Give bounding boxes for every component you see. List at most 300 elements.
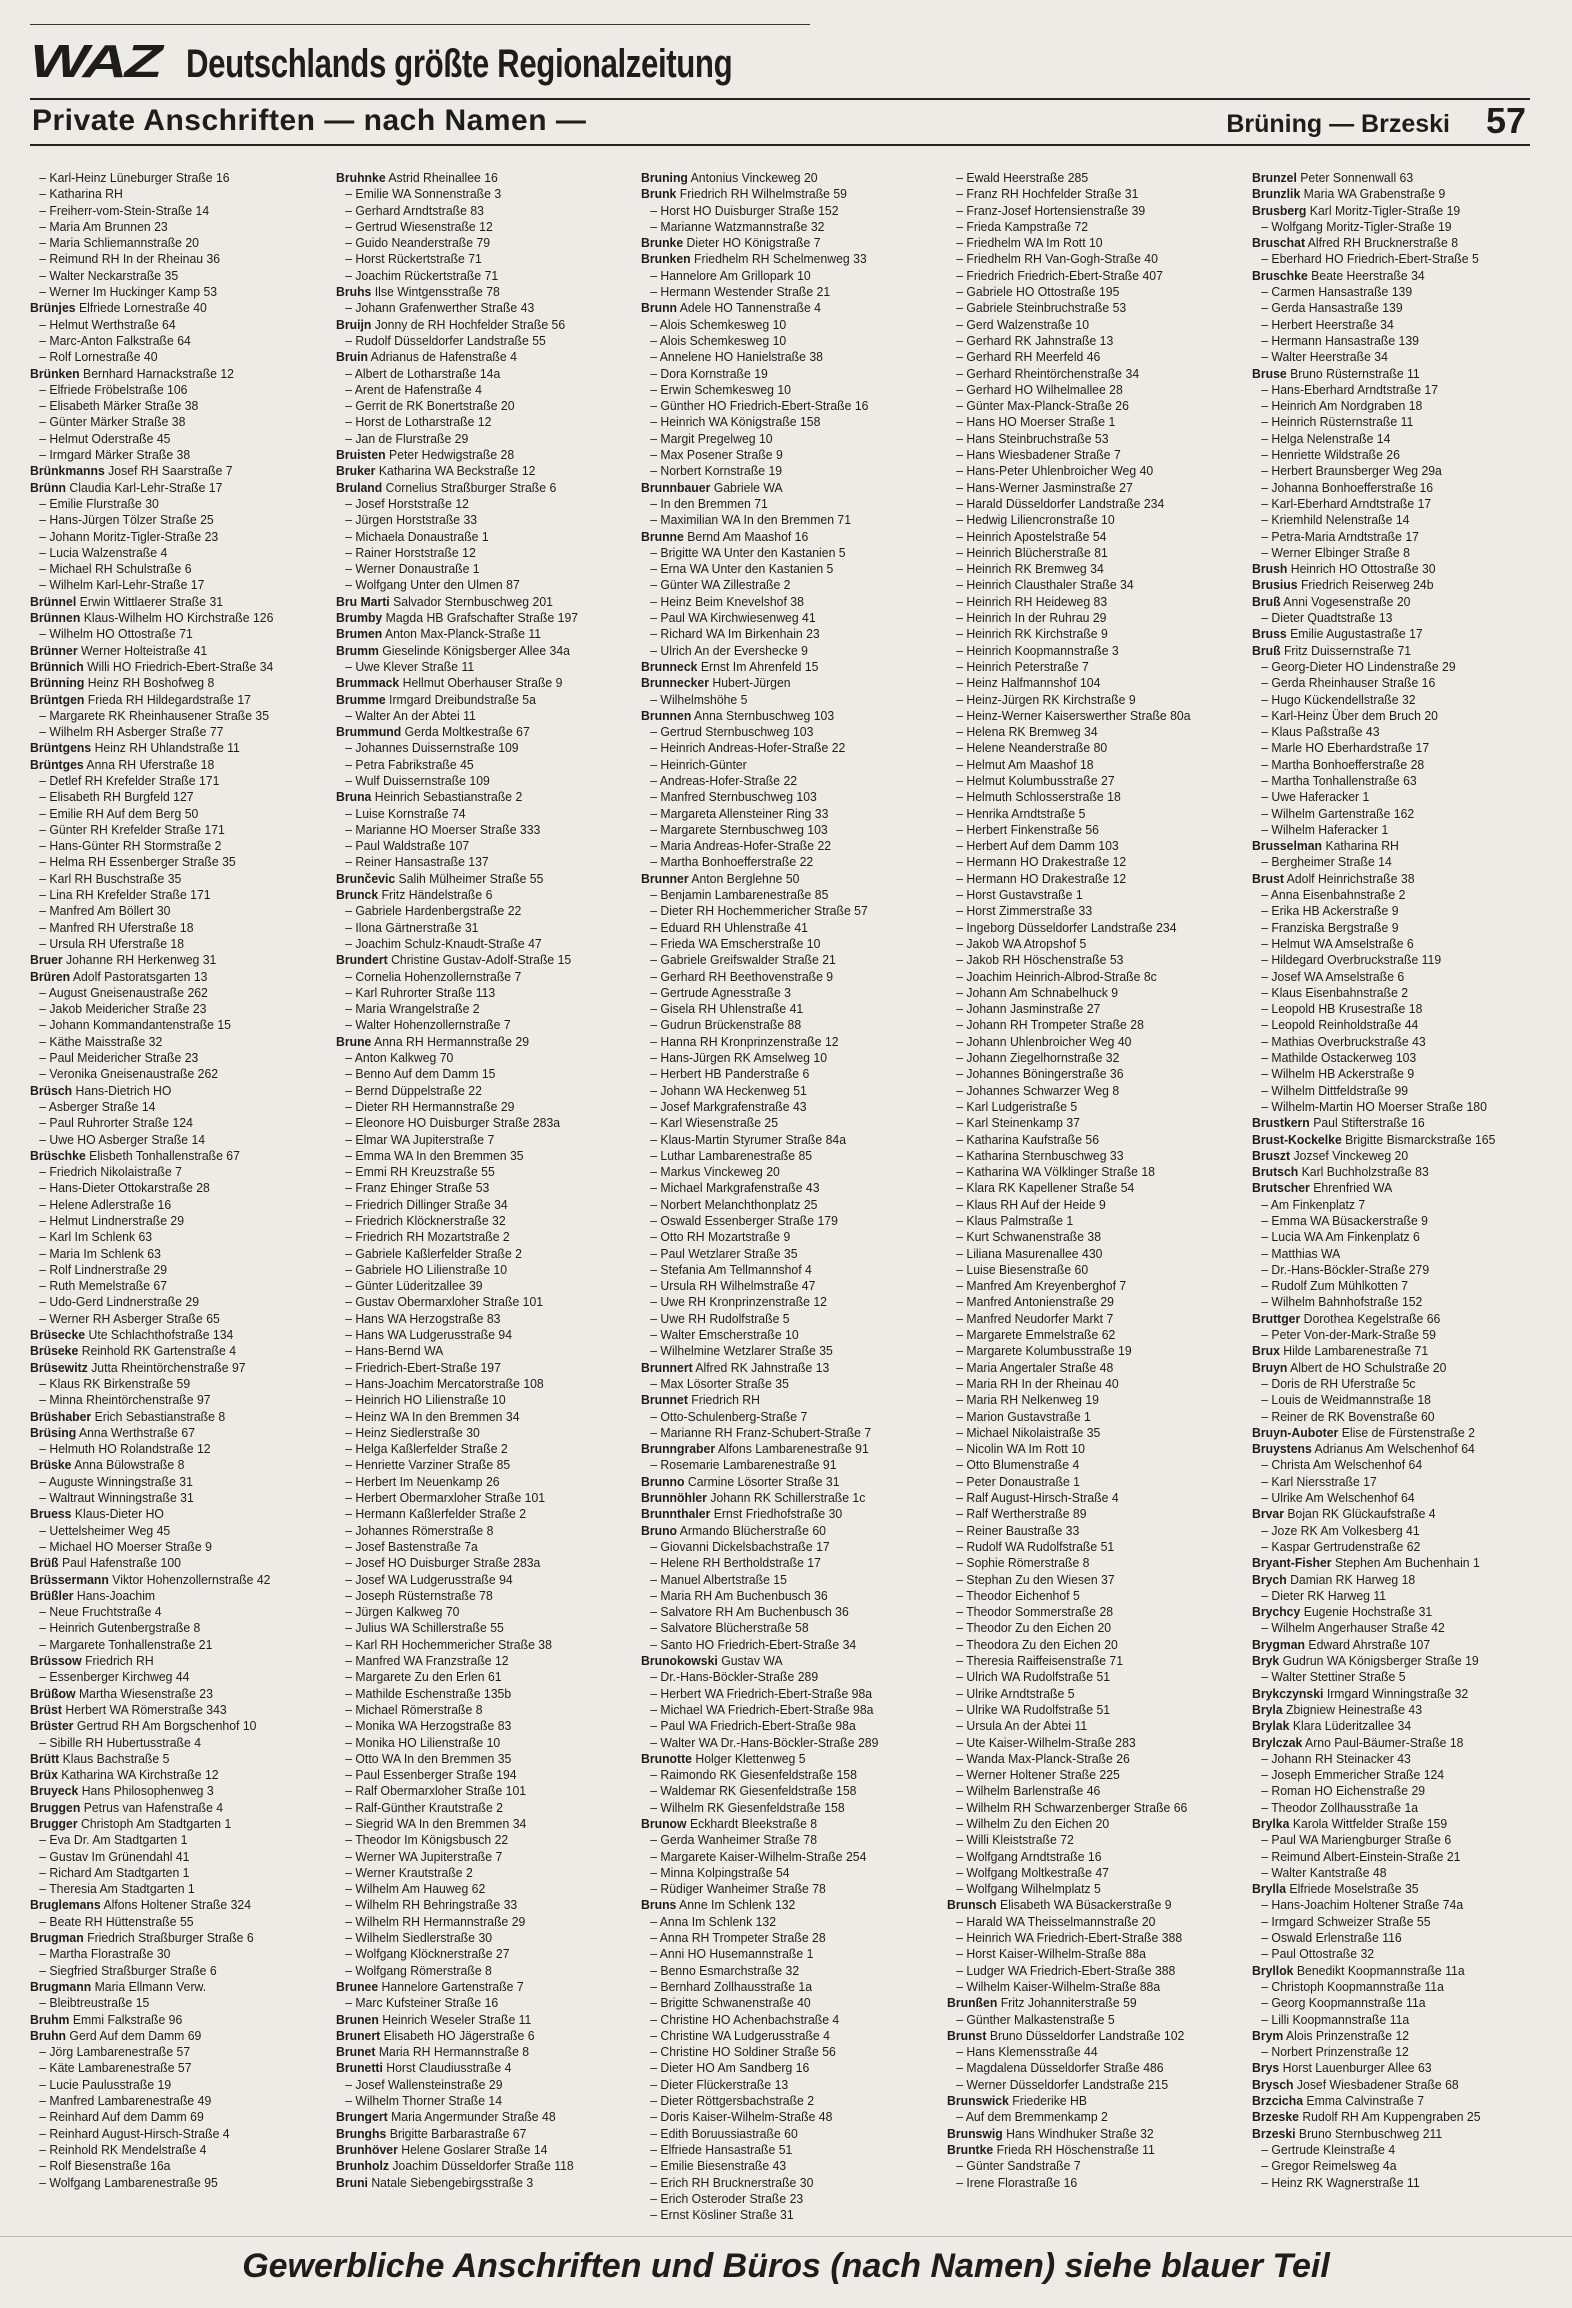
dash-marker: – [955,1913,967,1929]
directory-subentry [947,1914,1212,1930]
entry-detail: Kurt Schwanenstraße 38 [966,1229,1101,1245]
directory-subentry [30,724,295,740]
entry-detail: Emilie Augustastraße 17 [1290,626,1424,642]
entry-detail: Salvador Sternbuschweg 201 [392,593,553,609]
directory-subentry [641,1213,906,1229]
dash-marker: – [650,1196,661,1212]
dash-marker: – [1261,447,1272,463]
dash-marker: – [344,1343,355,1359]
entry-detail: Walter Stettiner Straße 5 [1271,1669,1406,1685]
directory-subentry [1252,1832,1517,1848]
dash-marker: – [39,544,50,560]
dash-marker: – [955,1718,967,1734]
directory-subentry [336,1751,601,1767]
entry-detail: Erna WA Unter den Kastanien 5 [660,561,834,577]
directory-subentry [641,382,906,398]
entry-detail: Wolfgang Römerstraße 8 [355,1962,492,1978]
entry-detail: Wolfgang Wilhelmplatz 5 [966,1881,1101,1897]
dash-marker: – [1261,1669,1272,1685]
entry-detail: Mathilde Ostackerweg 103 [1271,1050,1417,1066]
dash-marker: – [955,1669,967,1685]
entry-detail: Dieter Flückerstraße 13 [660,2076,789,2092]
directory-subentry [30,251,295,267]
entry-detail: Anna RH Trompeter Straße 28 [659,1930,826,1946]
dash-marker: – [650,381,661,397]
dash-marker: – [650,610,661,626]
dash-marker: – [650,1832,661,1848]
entry-detail: Johann Jasminstraße 27 [966,1001,1101,1017]
directory-subentry [30,1832,295,1848]
directory-subentry [947,1686,1212,1702]
entry-detail: Joachim Schulz-Knaudt-Straße 47 [355,935,542,951]
entry-detail: Margareta Allensteiner Ring 33 [660,805,829,821]
dash-marker: – [1261,1033,1272,1049]
entry-detail: Johannes Böningerstraße 36 [966,1066,1124,1082]
entry-detail: Joseph Emmericher Straße 124 [1271,1767,1445,1783]
entry-detail: Gregor Reimelsweg 4a [1271,2158,1397,2174]
dash-marker: – [955,740,967,756]
dash-marker: – [39,789,50,805]
dash-marker: – [39,1001,50,1017]
entry-detail: Arno Paul-Bäumer-Straße 18 [1305,1734,1464,1750]
entry-detail: Gerda Moltkestraße 67 [404,724,530,740]
entry-detail: Reimund Albert-Einstein-Straße 21 [1271,1848,1461,1864]
dash-marker: – [650,1930,660,1946]
dash-marker: – [650,1978,661,1994]
dash-marker: – [955,772,967,788]
dash-marker: – [344,430,355,446]
entry-detail: Zbigniew Heinestraße 43 [1286,1701,1423,1717]
directory-subentry [1252,1669,1517,1685]
directory-entry [30,610,295,626]
directory-subentry [947,1001,1212,1017]
dash-marker: – [344,1424,355,1440]
dash-marker: – [344,1604,355,1620]
entry-surname: Bruszt [1252,1147,1291,1163]
entry-detail: Heinrich In der Ruhrau 29 [966,610,1107,626]
directory-subentry [641,2207,906,2223]
dash-marker: – [39,1620,50,1636]
dash-marker: – [1261,479,1272,495]
directory-entry [641,1392,906,1408]
directory-subentry [30,1278,295,1294]
entry-detail: In den Bremmen 71 [660,495,769,511]
entry-detail: Herbert Auf dem Damm 103 [966,838,1119,854]
entry-detail: Walter Hohenzollernstraße 7 [355,1017,511,1033]
dash-marker: – [955,1082,967,1098]
directory-subentry [1252,480,1517,496]
entry-detail: Johanne RH Herkenweg 31 [66,952,217,968]
entry-detail: Katharina RH [1325,838,1400,854]
directory-subentry [947,577,1212,593]
dash-marker: – [955,561,967,577]
entry-surname: Brzcicha [1252,2093,1304,2109]
entry-detail: Hans-Joachim [76,1587,156,1603]
dash-marker: – [344,235,355,251]
dash-marker: – [955,2060,967,2076]
entry-detail: Anni HO Husemannstraße 1 [659,1946,814,1962]
dash-marker: – [955,1375,967,1391]
directory-entry [1252,1653,1517,1669]
entry-detail: Michael Markgrafenstraße 43 [660,1180,820,1196]
dash-marker: – [39,1213,50,1228]
entry-detail: Gerhard Rheintörchenstraße 34 [966,365,1139,381]
entry-detail: Johann RH Steinacker 43 [1271,1750,1412,1766]
dash-marker: – [344,1294,355,1310]
dash-marker: – [955,1881,967,1897]
entry-surname: Brumby [335,610,382,626]
entry-detail: Friedhelm RH Van-Gogh-Straße 40 [966,251,1158,267]
directory-subentry [947,1360,1212,1376]
directory-subentry [947,708,1212,724]
entry-detail: Emilie WA Sonnenstraße 3 [355,186,501,202]
entry-surname: Brunnbauer [641,479,711,495]
directory-entry [1252,1816,1517,1832]
directory-subentry [641,1620,906,1636]
dash-marker: – [955,1066,967,1082]
directory-subentry [336,186,601,202]
entry-detail: Martha Bonhoefferstraße 28 [1271,756,1425,772]
directory-subentry [641,2158,906,2174]
entry-detail: Elfriede Fröbelstraße 106 [49,381,188,397]
entry-detail: Leopold Reinholdstraße 44 [1271,1017,1419,1033]
directory-entry [1252,643,1517,659]
entry-detail: Manfred Lambarenestraße 49 [49,2093,212,2109]
entry-detail: Mathilde Eschenstraße 135b [355,1685,511,1701]
directory-subentry [947,1425,1212,1441]
dash-marker: – [1261,756,1272,772]
directory-subentry [1252,1588,1517,1604]
dash-marker: – [650,1669,661,1685]
entry-surname: Bruntke [946,2141,994,2157]
entry-detail: Gerda Wanheimer Straße 78 [660,1832,818,1848]
directory-subentry [1252,529,1517,545]
section-header [30,98,1530,146]
entry-detail: Friedhelm WA Im Rott 10 [966,235,1103,251]
directory-subentry [947,643,1212,659]
entry-detail: Manfred WA Franzstraße 12 [355,1653,509,1669]
directory-subentry [30,789,295,805]
dash-marker: – [1261,1261,1272,1277]
directory-entry [1252,1604,1517,1620]
dash-marker: – [39,1538,50,1554]
entry-detail: Manfred Am Böllert 30 [49,903,171,919]
entry-detail: Freiherr-vom-Stein-Straße 14 [49,202,210,218]
directory-entry [336,447,601,463]
directory-subentry [336,838,601,854]
entry-surname: Brunzel [1252,170,1298,185]
entry-surname: Brunsch [946,1897,997,1913]
entry-detail: Martha Tonhallenstraße 63 [1271,772,1418,788]
directory-subentry [947,1294,1212,1310]
directory-subentry [947,1132,1212,1148]
directory-subentry [641,1849,906,1865]
entry-surname: Brumen [335,626,382,642]
entry-detail: Maria RH Nelkenweg 19 [966,1392,1099,1408]
directory-entry [947,2028,1212,2044]
entry-detail: Ehrenfried WA [1313,1180,1393,1196]
entry-surname: Brunke [641,235,684,251]
directory-subentry [641,740,906,756]
dash-marker: – [650,2125,661,2141]
directory-subentry [30,1099,295,1115]
entry-detail: Katharina WA Völklinger Straße 18 [966,1164,1155,1180]
entry-detail: Dieter HO Am Sandberg 16 [660,2060,810,2076]
directory-subentry [947,1637,1212,1653]
dash-marker: – [650,756,661,772]
directory-subentry [641,1343,906,1359]
directory-subentry [30,219,295,235]
directory-subentry [30,1164,295,1180]
entry-detail: Minna Kolpingstraße 54 [660,1864,790,1880]
directory-subentry [1252,2012,1517,2028]
dash-marker: – [39,919,50,935]
entry-detail: Gabriele Greifswalder Straße 21 [660,952,837,968]
dash-marker: – [39,1164,50,1180]
entry-surname: Bruijn [335,316,371,332]
directory-subentry [1252,1034,1517,1050]
directory-subentry [947,2158,1212,2174]
directory-subentry [1252,610,1517,626]
entry-detail: Anna RH Hermannstraße 29 [373,1033,529,1049]
entry-detail: Emilie Flurstraße 30 [49,495,159,511]
dash-marker: – [1261,984,1272,1000]
entry-detail: Bernd Am Maashof 16 [687,528,809,544]
directory-subentry [1252,414,1517,430]
directory-subentry [30,1132,295,1148]
dash-marker: – [955,512,967,528]
directory-subentry [641,936,906,952]
entry-detail: Joachim Rückertstraße 71 [355,267,498,283]
entry-detail: Heinrich Gutenbergstraße 8 [49,1620,201,1636]
directory-subentry [641,969,906,985]
entry-detail: Reimund RH In der Rheinau 36 [49,251,221,267]
entry-detail: Hans Windhuker Straße 32 [1005,2125,1154,2141]
entry-detail: Wilhelm Gartenstraße 162 [1271,805,1415,821]
entry-detail: Klaus-Wilhelm HO Kirchstraße 126 [83,610,274,626]
entry-detail: Maria Im Schlenk 63 [49,1245,161,1261]
entry-detail: Paul Waldstraße 107 [355,838,469,854]
directory-subentry [336,969,601,985]
dash-marker: – [344,1555,355,1571]
directory-subentry [947,871,1212,887]
entry-detail: Wilhelmshöhe 5 [660,691,748,707]
dash-marker: – [344,1897,355,1913]
entry-detail: Stephen Am Buchenhain 1 [1335,1555,1481,1571]
directory-entry [30,675,295,691]
directory-subentry [336,2093,601,2109]
dash-marker: – [1261,952,1272,968]
dash-marker: – [650,1848,661,1864]
entry-detail: Karola Wittfelder Straße 159 [1293,1815,1448,1831]
dash-marker: – [650,1946,660,1962]
entry-detail: Bojan RK Glückaufstraße 4 [1287,1506,1436,1522]
entry-detail: Otto-Schulenberg-Straße 7 [660,1408,808,1424]
entry-surname: Brüx [30,1767,58,1783]
dash-marker: – [39,251,50,267]
directory-subentry [947,1767,1212,1783]
directory-entry [30,1783,295,1799]
entry-surname: Brunneck [641,658,698,674]
dash-marker: – [39,430,50,446]
directory-entry [336,871,601,887]
entry-detail: Maria WA Grabenstraße 9 [1304,186,1446,202]
entry-detail: Gerda Hansastraße 139 [1271,300,1404,316]
entry-detail: Christa Am Welschenhof 64 [1271,1457,1423,1473]
entry-detail: Wolfgang Lambarenestraße 95 [49,2174,218,2190]
directory-subentry [1252,1474,1517,1490]
directory-entry [30,1555,295,1571]
entry-surname: Bruyn [1252,1359,1288,1375]
directory-subentry [30,512,295,528]
dash-marker: – [955,1033,967,1049]
directory-subentry [641,1148,906,1164]
dash-marker: – [344,528,355,544]
directory-subentry [30,1294,295,1310]
directory-subentry [947,1572,1212,1588]
entry-detail: Hermann Westender Straße 21 [660,284,831,300]
directory-subentry [336,333,601,349]
entry-detail: Wilhelm Kaiser-Wilhelm-Straße 88a [966,1978,1160,1994]
directory-subentry [641,447,906,463]
directory-subentry [1252,1017,1517,1033]
directory-subentry [947,463,1212,479]
directory-subentry [1252,317,1517,333]
dash-marker: – [650,1620,661,1636]
entry-surname: Brunholz [335,2158,389,2174]
directory-entry [336,789,601,805]
entry-surname: Bruyn-Auboter [1252,1424,1339,1440]
directory-subentry [30,317,295,333]
directory-subentry [641,692,906,708]
dash-marker: – [39,528,50,544]
entry-detail: Helene Goslarer Straße 14 [400,2141,548,2157]
directory-entry [30,1148,295,1164]
entry-detail: Dieter Röttgersbachstraße 2 [660,2093,815,2109]
directory-subentry [641,203,906,219]
entry-surname: Bruni [335,2174,368,2190]
directory-entry [641,300,906,316]
dash-marker: – [955,2158,967,2174]
directory-subentry [947,268,1212,284]
dash-marker: – [955,870,967,886]
directory-entry [30,1360,295,1376]
directory-subentry [1252,1229,1517,1245]
dash-marker: – [344,1066,355,1082]
entry-detail: Holger Klettenweg 5 [695,1750,806,1766]
directory-subentry [947,561,1212,577]
dash-marker: – [39,1115,50,1131]
dash-marker: – [955,1701,967,1717]
directory-entry [30,1588,295,1604]
directory-subentry [641,1572,906,1588]
directory-subentry [947,1930,1212,1946]
directory-subentry [336,1539,601,1555]
entry-detail: Heinrich Clausthaler Straße 34 [966,577,1134,593]
entry-detail: Hans-Dietrich HO [75,1082,172,1098]
entry-surname: Brylczak [1252,1734,1303,1750]
entry-detail: Max Lösorter Straße 35 [660,1375,790,1391]
directory-subentry [641,1946,906,1962]
entry-detail: Heinrich Apostelstraße 54 [966,528,1107,544]
entry-detail: Eva Dr. Am Stadtgarten 1 [49,1832,188,1848]
dash-marker: – [344,365,355,381]
directory-subentry [641,854,906,870]
entry-detail: Ilona Gärtnerstraße 31 [355,919,479,935]
directory-subentry [336,1783,601,1799]
entry-detail: Wilhelm Thorner Straße 14 [355,2093,502,2109]
directory-subentry [641,1425,906,1441]
directory-entry [641,675,906,691]
entry-detail: Johann Moritz-Tigler-Straße 23 [49,528,219,544]
directory-entry [1252,1555,1517,1571]
entry-detail: Norbert Kornstraße 19 [660,463,783,479]
dash-marker: – [1261,1017,1272,1033]
entry-detail: Otto RH Mozartstraße 9 [660,1229,791,1245]
entry-detail: Helmut Werthstraße 64 [49,316,176,332]
directory-subentry [336,235,601,251]
dash-marker: – [955,724,967,740]
dash-marker: – [344,1881,355,1897]
dash-marker: – [955,1946,967,1962]
directory-subentry [947,1588,1212,1604]
dash-marker: – [955,1050,967,1066]
directory-subentry [641,1457,906,1473]
entry-detail: Heinz RK Wagnerstraße 11 [1271,2174,1421,2190]
directory-subentry [641,219,906,235]
dash-marker: – [650,414,661,430]
directory-subentry [30,1914,295,1930]
entry-surname: Brygman [1252,1636,1306,1652]
directory-subentry [947,1343,1212,1359]
entry-detail: Anne Im Schlenk 132 [679,1897,796,1913]
directory-subentry [1252,1751,1517,1767]
entry-surname: Brünner [30,642,78,658]
dash-marker: – [1261,919,1272,935]
directory-subentry [336,496,601,512]
entry-detail: Paul WA Friedrich-Ebert-Straße 98a [660,1718,856,1734]
entry-surname: Brundert [335,952,388,968]
dash-marker: – [39,1278,50,1294]
dash-marker: – [955,1750,967,1766]
dash-marker: – [344,381,355,397]
entry-detail: Georg Koopmannstraße 11a [1271,1995,1426,2011]
dash-marker: – [39,267,50,283]
directory-subentry [947,1816,1212,1832]
directory-subentry [947,1050,1212,1066]
directory-subentry [30,1669,295,1685]
entry-detail: Richard Am Stadtgarten 1 [49,1864,190,1880]
dash-marker: – [955,463,967,479]
dash-marker: – [1261,218,1272,234]
directory-subentry [336,1441,601,1457]
dash-marker: – [39,1995,50,2011]
entry-detail: Johanna Bonhoefferstraße 16 [1271,479,1434,495]
entry-detail: Lucie Paulusstraße 19 [49,2076,172,2092]
directory-subentry [1252,349,1517,365]
dash-marker: – [344,1799,355,1815]
directory-entry [336,594,601,610]
dash-marker: – [650,2174,661,2190]
entry-detail: Wilhelm Haferacker 1 [1271,821,1389,837]
dash-marker: – [1261,1995,1272,2011]
dash-marker: – [344,1522,355,1538]
entry-surname: Brylak [1252,1718,1290,1734]
directory-subentry [641,789,906,805]
dash-marker: – [344,495,355,511]
dash-marker: – [955,447,967,463]
entry-surname: Brzeski [1252,2125,1296,2141]
